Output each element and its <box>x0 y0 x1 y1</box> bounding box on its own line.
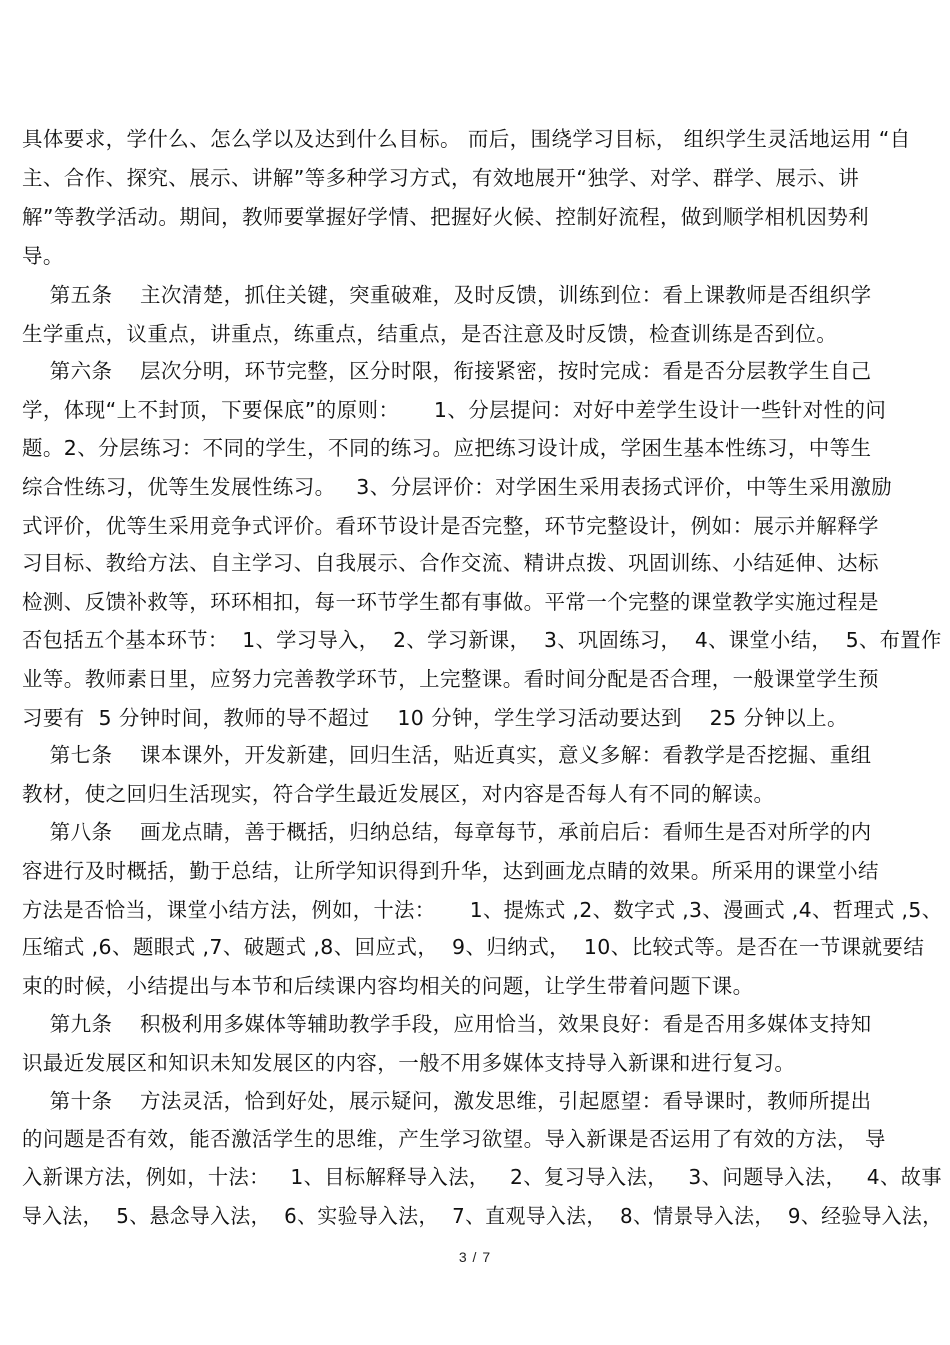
text-line: 业等。教师素日里，应努力完善教学环节，上完整课。看时间分配是否合理，一般课堂学生预 <box>22 667 879 691</box>
article-8-heading-line: 第八条 画龙点睛，善于概括，归纳总结，每章每节，承前启后：看师生是否对所学的内 <box>22 820 872 844</box>
text-line: 压缩式 ,6、题眼式 ,7、破题式 ,8、回应式， 9、归纳式， 10、比较式等。是否在一节课就要结 <box>22 935 925 959</box>
text-line: 的问题是否有效，能否激活学生的思维，产生学习欲望。导入新课是否运用了有效的方法， 导 <box>22 1127 886 1151</box>
text-line: 检测、反馈补救等，环环相扣，每一环节学生都有事做。平常一个完整的课堂教学实施过程是 <box>22 590 879 614</box>
text-line: 习目标、教给方法、自主学习、自我展示、合作交流、精讲点拨、巩固训练、小结延伸、达标 <box>22 551 879 575</box>
text-line: 识最近发展区和知识未知发展区的内容，一般不用多媒体支持导入新课和进行复习。 <box>22 1051 796 1075</box>
article-10-heading-line: 第十条 方法灵活，恰到好处，展示疑问，激发思维，引起愿望：看导课时，教师所提出 <box>22 1089 872 1113</box>
text-line: 题。2、分层练习：不同的学生，不同的练习。应把练习设计成，学困生基本性练习，中等生 <box>22 436 872 460</box>
text-line: 综合性练习，优等生发展性练习。 3、分层评价：对学困生采用表扬式评价，中等生采用激励 <box>22 475 893 499</box>
page-number: 3 / 7 <box>458 1249 492 1265</box>
article-5-heading-line: 第五条 主次清楚，抓住关键，突重破难，及时反馈，训练到位：看上课教师是否组织学 <box>22 283 872 307</box>
text-line: 否包括五个基本环节： 1、学习导入， 2、学习新课， 3、巩固练习， 4、课堂小结， 5、布置作 <box>22 628 942 652</box>
text-line: 束的时候，小结提出与本节和后续课内容均相关的问题，让学生带着问题下课。 <box>22 974 754 998</box>
text-line: 式评价，优等生采用竞争式评价。看环节设计是否完整，环节完整设计，例如：展示并解释学 <box>22 514 879 538</box>
text-line: 容进行及时概括，勤于总结，让所学知识得到升华，达到画龙点睛的效果。所采用的课堂小结 <box>22 859 879 883</box>
text-line: 导。 <box>22 244 64 268</box>
text-line: 主、合作、探究、展示、讲解”等多种学习方式，有效地展开“独学、对学、群学、展示、讲 <box>22 166 860 190</box>
text-line: 方法是否恰当，课堂小结方法，例如，十法： 1、提炼式 ,2、数字式 ,3、漫画式 ,4、哲理式 ,5、 <box>22 898 943 922</box>
text-line: 具体要求，学什么、怎么学以及达到什么目标。 而后，围绕学习目标， 组织学生灵活地运用 “自 <box>22 127 911 151</box>
text-line: 入新课方法，例如，十法： 1、目标解释导入法， 2、复习导入法， 3、问题导入法， 4、故事 <box>22 1165 942 1189</box>
article-9-heading-line: 第九条 积极利用多媒体等辅助教学手段，应用恰当，效果良好：看是否用多媒体支持知 <box>22 1012 872 1036</box>
text-line: 习要有 5 分钟时间，教师的导不超过 10 分钟，学生学习活动要达到 25 分钟以上。 <box>22 706 848 730</box>
article-7-heading-line: 第七条 课本课外，开发新建，回归生活，贴近真实，意义多解：看教学是否挖掘、重组 <box>22 743 872 767</box>
text-line: 学，体现“上不封顶，下要保底”的原则： 1、分层提问：对好中差学生设计一些针对性的问 <box>22 398 887 422</box>
text-line: 导入法， 5、悬念导入法， 6、实验导入法， 7、直观导入法， 8、情景导入法， 9、经验导入法， <box>22 1204 943 1228</box>
text-line: 教材，使之回归生活现实，符合学生最近发展区，对内容是否每人有不同的解读。 <box>22 782 775 806</box>
text-line: 解”等教学活动。期间，教师要掌握好学情、把握好火候、控制好流程，做到顺学相机因势利 <box>22 205 870 229</box>
text-line: 生学重点，议重点，讲重点，练重点，结重点，是否注意及时反馈，检查训练是否到位。 <box>22 322 838 346</box>
article-6-heading-line: 第六条 层次分明，环节完整，区分时限，衔接紧密，按时完成：看是否分层教学生自己 <box>22 359 872 383</box>
